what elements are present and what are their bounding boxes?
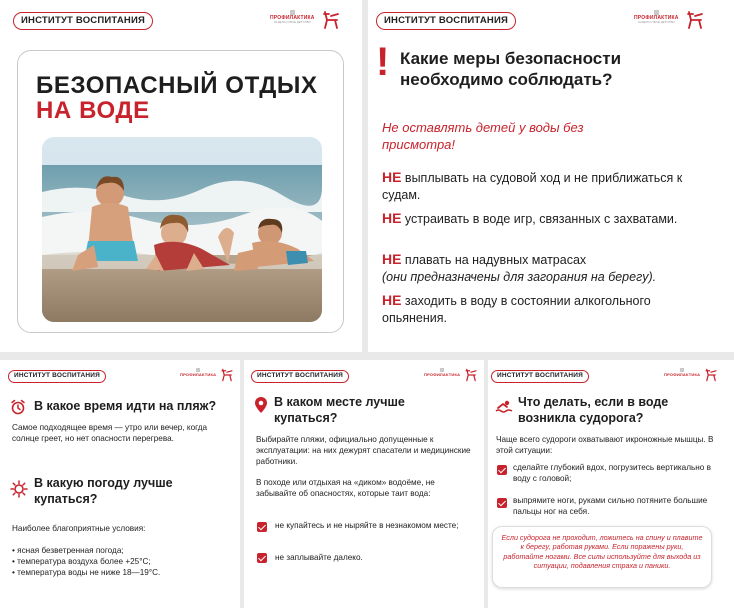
logo-subtext: ЗАЩИТИ СВОЁ ДЕТСТВО (273, 20, 311, 24)
card-time-weather (0, 360, 240, 608)
prevention-logo (664, 368, 718, 382)
chair-logo-icon (685, 10, 705, 30)
logo-text: ПРОФИЛАКТИКА (424, 372, 461, 377)
rule-note: (они предназначены для загорания на берегу). (382, 269, 657, 284)
weather-intro: Наиболее благоприятные условия: (12, 524, 146, 533)
place-check-2: не заплывайте далеко. (275, 553, 363, 562)
prevention-logo (634, 10, 705, 30)
hero-frame (17, 50, 344, 333)
rule-item-1 (382, 168, 702, 204)
chair-logo-icon (704, 368, 718, 382)
chair-logo-icon (464, 368, 478, 382)
swimmer-icon (495, 399, 513, 415)
chair-logo-icon (321, 10, 341, 30)
weather-item: • температура воздуха более +25°С; (12, 557, 151, 567)
checkbox-icon (257, 522, 267, 532)
weather-question: В какую погоду лучше купаться? (34, 476, 173, 506)
weather-list (12, 545, 232, 578)
cramp-check-2: выпрямите ноги, руками сильно потяните большие пальцы ног на себя. (513, 496, 708, 517)
checkbox-icon (257, 553, 267, 563)
hero-title-line1: БЕЗОПАСНЫЙ ОТДЫХ (36, 72, 318, 99)
logo-text: ПРОФИЛАКТИКА (270, 15, 315, 21)
logo-text: ПРОФИЛАКТИКА (664, 372, 701, 377)
ne-label: НЕ (382, 251, 402, 267)
logo-subtext: ЗАЩИТИ СВОЁ ДЕТСТВО (637, 20, 675, 24)
weather-item: • ясная безветренная погода; (12, 546, 124, 555)
place-check-1: не купайтесь и не ныряйте в незнакомом месте; (275, 521, 459, 530)
prevention-logo (270, 10, 341, 30)
institute-badge: ИНСТИТУТ ВОСПИТАНИЯ (491, 370, 589, 383)
time-question: В какое время идти на пляж? (34, 399, 217, 413)
rule-text: плавать на надувных матрасах (401, 253, 587, 267)
institute-badge: ИНСТИТУТ ВОСПИТАНИЯ (13, 12, 153, 30)
rule-item-3 (382, 250, 722, 286)
place-text-2: В походе или отдыхая на «диком» водоёме, не забывайте об опасностях, которые таит вода: (256, 478, 435, 499)
ne-label: НЕ (382, 169, 402, 185)
rule-item-2 (382, 209, 702, 228)
card-measures (368, 0, 734, 352)
hero-title (36, 73, 318, 123)
kids-at-sea-photo (42, 137, 322, 322)
ne-label: НЕ (382, 292, 402, 308)
logo-text: ПРОФИЛАКТИКА (180, 372, 217, 377)
card-place (244, 360, 484, 608)
card-cramp (488, 360, 734, 608)
measures-title: Какие меры безопасности необходимо соблюдать? (400, 49, 622, 90)
weather-item: • температура воды не ниже 18—19°С. (12, 568, 161, 578)
measures-highlight: Не оставлять детей у воды без присмотра! (382, 120, 584, 152)
location-pin-icon (254, 396, 268, 414)
time-answer: Самое подходящее время — утро или вечер, когда солнце греет, но нет опасности перегрева. (12, 423, 208, 444)
prevention-logo (180, 368, 234, 382)
alarm-clock-icon (10, 399, 26, 415)
cramp-note: Если судорога не проходит, ложитесь на спину и плавите к берегу, работая руками. Если поражены руки, работайте ногами. Все силы используйте для выхода из ситуации, подавления страха и паники. (501, 533, 703, 571)
checkbox-icon (497, 498, 507, 508)
cramp-note-box (492, 526, 712, 588)
checkbox-icon (497, 465, 507, 475)
sun-icon (10, 480, 28, 498)
cramp-intro: Чаще всего судороги охватывают икроножные мышцы. В этой ситуации: (496, 435, 714, 456)
exclamation-icon: ! (376, 40, 390, 84)
institute-badge: ИНСТИТУТ ВОСПИТАНИЯ (376, 12, 516, 30)
prevention-logo (424, 368, 478, 382)
place-text-1: Выбирайте пляжи, официально допущенные к эксплуатации: на них дежурят спасатели и медицинские работники. (256, 435, 471, 467)
chair-logo-icon (220, 368, 234, 382)
rule-text: устраивать в воде игр, связанных с захватами. (401, 212, 678, 226)
rule-text: выплывать на судовой ход и не приближаться к судам. (382, 171, 683, 202)
rule-item-4 (382, 291, 712, 327)
hero-title-line2: НА ВОДЕ (36, 97, 150, 125)
cramp-check-1: сделайте глубокий вдох, погрузитесь вертикально в воду с головой; (513, 463, 711, 484)
ne-label: НЕ (382, 210, 402, 226)
logo-text: ПРОФИЛАКТИКА (634, 15, 679, 21)
card-hero (0, 0, 362, 352)
institute-badge: ИНСТИТУТ ВОСПИТАНИЯ (8, 370, 106, 383)
institute-badge: ИНСТИТУТ ВОСПИТАНИЯ (251, 370, 349, 383)
place-question: В каком месте лучше купаться? (274, 395, 405, 425)
cramp-question: Что делать, если в воде возникла судорога? (518, 395, 669, 425)
rule-text: заходить в воду в состоянии алкогольного опьянения. (382, 294, 651, 325)
